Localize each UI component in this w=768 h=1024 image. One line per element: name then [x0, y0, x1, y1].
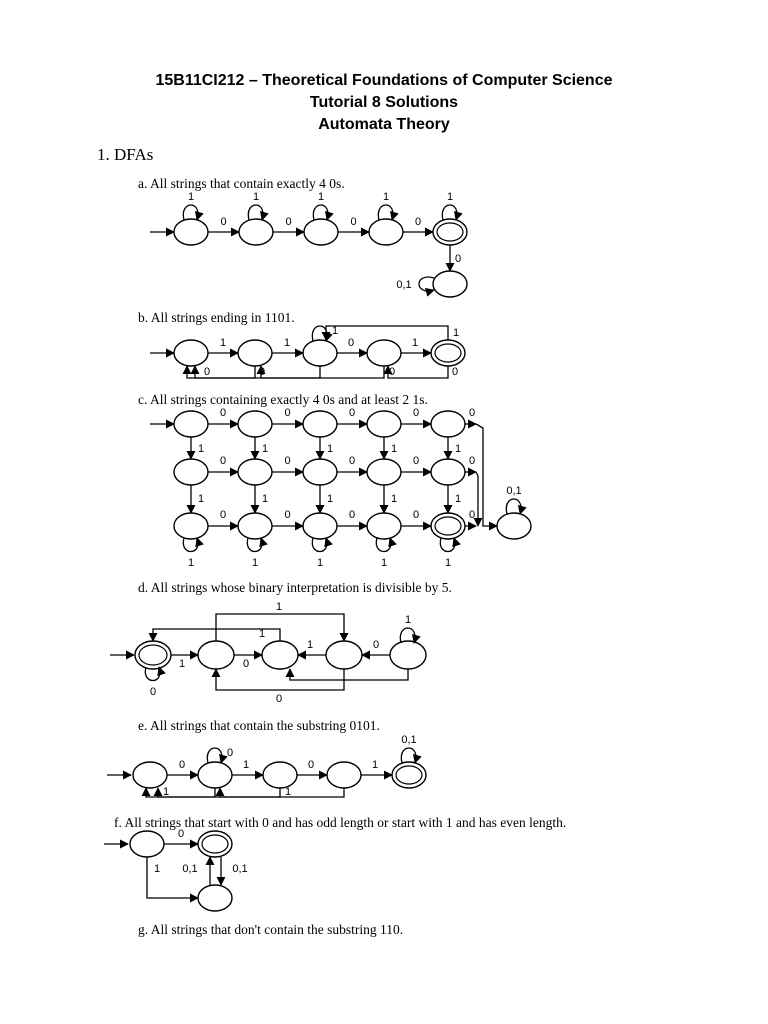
transition-label: 1: [306, 639, 314, 651]
state-node: [497, 513, 531, 539]
problem-c-text: All strings containing exactly 4 0s and at least 2 1s.: [150, 392, 428, 407]
state-node: [303, 340, 337, 366]
transition-label: 0: [348, 455, 356, 467]
transition-label: 0: [350, 216, 357, 228]
transition-label: 1: [261, 493, 269, 505]
tutorial-title: Tutorial 8 Solutions: [309, 94, 459, 111]
transition-label: 1: [284, 786, 292, 798]
state-node: [130, 831, 164, 857]
transition-label: 0: [285, 216, 292, 228]
state-node: [239, 219, 273, 245]
state-node: [133, 762, 167, 788]
transition-arrow: [146, 788, 215, 797]
state-node: [238, 513, 272, 539]
problem-f-letter: f.: [114, 815, 122, 830]
self-loop-arrow: [378, 205, 393, 220]
transition-label: 0: [412, 509, 420, 521]
transition-label: 1: [261, 443, 269, 455]
self-loop-arrow: [183, 205, 198, 220]
transition-label: 0: [275, 693, 283, 705]
problem-g-letter: g.: [138, 922, 149, 937]
transition-label: 1: [411, 337, 419, 349]
problem-b-letter: b.: [138, 310, 149, 325]
transition-label: 0,1: [401, 734, 417, 746]
state-node: [367, 513, 401, 539]
transition-label: 0: [219, 509, 227, 521]
state-node: [174, 219, 208, 245]
transition-arrow: [476, 472, 478, 526]
transition-label: 0,1: [182, 863, 198, 875]
transition-arrow: [476, 424, 497, 526]
problem-b-text: All strings ending in 1101.: [150, 310, 295, 325]
transition-label: 1: [331, 325, 339, 337]
state-node: [174, 459, 208, 485]
self-loop-arrow: [313, 205, 328, 220]
transition-label: 0: [258, 366, 266, 378]
problem-a-text: All strings that contain exactly 4 0s.: [150, 176, 345, 191]
transition-label: 1: [444, 557, 452, 569]
self-loop-arrow: [312, 326, 327, 341]
transition-label: 0: [203, 366, 211, 378]
transition-label: 1: [404, 614, 412, 626]
state-node: [174, 340, 208, 366]
transition-label: 0,1: [396, 279, 412, 291]
transition-label: 0: [412, 455, 420, 467]
state-node: [238, 411, 272, 437]
self-loop-arrow: [183, 538, 198, 552]
transition-label: 1: [197, 443, 205, 455]
self-loop-arrow: [207, 748, 222, 763]
state-node: [198, 762, 232, 788]
self-loop-arrow: [419, 277, 434, 291]
state-node: [303, 513, 337, 539]
state-node: [431, 411, 465, 437]
state-node: [174, 411, 208, 437]
state-node: [367, 340, 401, 366]
transition-label: 1: [446, 191, 454, 203]
problem-g-text: All strings that don't contain the substring 110.: [150, 922, 404, 937]
state-node: [174, 513, 208, 539]
transition-label: 1: [162, 786, 170, 798]
transition-arrow: [258, 366, 384, 378]
transition-arrow: [326, 326, 448, 340]
section-number: 1.: [97, 145, 110, 164]
transition-label: 0: [454, 253, 462, 265]
self-loop-arrow: [440, 538, 455, 552]
transition-label: 1: [197, 493, 205, 505]
transition-label: 1: [187, 191, 195, 203]
transition-label: 1: [390, 493, 398, 505]
transition-label: 0: [348, 407, 356, 419]
transition-label: 0: [177, 828, 185, 840]
transition-label: 1: [219, 337, 227, 349]
transition-label: 0: [348, 509, 356, 521]
transition-label: 0: [451, 366, 459, 378]
state-node: [433, 271, 467, 297]
state-node: [431, 459, 465, 485]
state-node: [367, 411, 401, 437]
transition-label: 0: [468, 455, 476, 467]
state-node: [262, 641, 298, 669]
self-loop-arrow: [442, 205, 457, 220]
transition-label: 1: [371, 759, 379, 771]
transition-label: 1: [153, 863, 161, 875]
self-loop-arrow: [312, 538, 327, 552]
transition-arrow: [388, 366, 448, 378]
state-node: [198, 885, 232, 911]
state-node: [263, 762, 297, 788]
transition-label: 1: [317, 191, 325, 203]
problem-a-letter: a.: [138, 176, 148, 191]
transition-label: 0: [412, 407, 420, 419]
transition-label: 1: [326, 493, 334, 505]
transition-label: 1: [380, 557, 388, 569]
transition-label: 0: [219, 455, 227, 467]
transition-label: 0: [284, 407, 291, 419]
transition-label: 0: [388, 366, 396, 378]
transition-label: 1: [258, 628, 266, 640]
state-node: [303, 411, 337, 437]
transition-label: 0: [372, 639, 380, 651]
problem-d-text: All strings whose binary interpretation is divisible by 5.: [150, 580, 452, 595]
transition-label: 0: [149, 686, 157, 698]
transition-arrow: [187, 366, 255, 378]
transition-label: 1: [275, 601, 283, 613]
transition-label: 1: [382, 191, 390, 203]
transition-label: 0: [284, 509, 291, 521]
transition-label: 1: [452, 327, 460, 339]
transition-label: 1: [316, 557, 324, 569]
transition-label: 1: [187, 557, 195, 569]
state-node: [369, 219, 403, 245]
course-title: 15B11CI212 – Theoretical Foundations of Computer Science: [155, 72, 613, 89]
transition-label: 1: [454, 443, 462, 455]
transition-label: 0: [347, 337, 355, 349]
state-node: [326, 641, 362, 669]
transition-label: 0: [219, 407, 227, 419]
transition-label: 0: [307, 759, 315, 771]
transition-label: 0: [226, 747, 234, 759]
state-node: [327, 762, 361, 788]
transition-label: 0: [414, 216, 422, 228]
transition-arrow: [220, 788, 344, 797]
self-loop-arrow: [248, 205, 263, 220]
transition-label: 0: [468, 509, 476, 521]
transition-label: 0: [220, 216, 227, 228]
self-loop-arrow: [401, 748, 416, 763]
self-loop-arrow: [506, 499, 521, 514]
section-title: DFAs: [114, 145, 154, 164]
transition-arrow: [290, 669, 408, 680]
transition-label: 1: [326, 443, 334, 455]
transition-label: 0: [284, 455, 291, 467]
state-node: [238, 340, 272, 366]
state-node: [238, 459, 272, 485]
problem-d-letter: d.: [138, 580, 149, 595]
problem-f-text: All strings that start with 0 and has odd length or start with 1 and has even length.: [124, 815, 567, 830]
self-loop-arrow: [247, 538, 262, 552]
transition-label: 0: [468, 407, 476, 419]
transition-arrow: [195, 366, 320, 378]
state-node: [304, 219, 338, 245]
problem-c-letter: c.: [138, 392, 148, 407]
transition-label: 1: [242, 759, 250, 771]
transition-label: 1: [178, 658, 186, 670]
transition-label: 1: [454, 493, 462, 505]
transition-label: 1: [283, 337, 291, 349]
state-node: [367, 459, 401, 485]
transition-label: 0,1: [506, 485, 522, 497]
state-node: [303, 459, 337, 485]
transition-label: 1: [252, 191, 260, 203]
topic-title: Automata Theory: [318, 116, 450, 133]
state-node: [198, 641, 234, 669]
state-node: [390, 641, 426, 669]
transition-label: 1: [390, 443, 398, 455]
self-loop-arrow: [376, 538, 391, 552]
transition-label: 0: [178, 759, 186, 771]
transition-arrow: [158, 788, 280, 797]
problem-e-text: All strings that contain the substring 0101.: [150, 718, 380, 733]
problem-e-letter: e.: [138, 718, 148, 733]
transition-label: 0: [242, 658, 250, 670]
transition-label: 0,1: [232, 863, 248, 875]
transition-label: 1: [251, 557, 259, 569]
